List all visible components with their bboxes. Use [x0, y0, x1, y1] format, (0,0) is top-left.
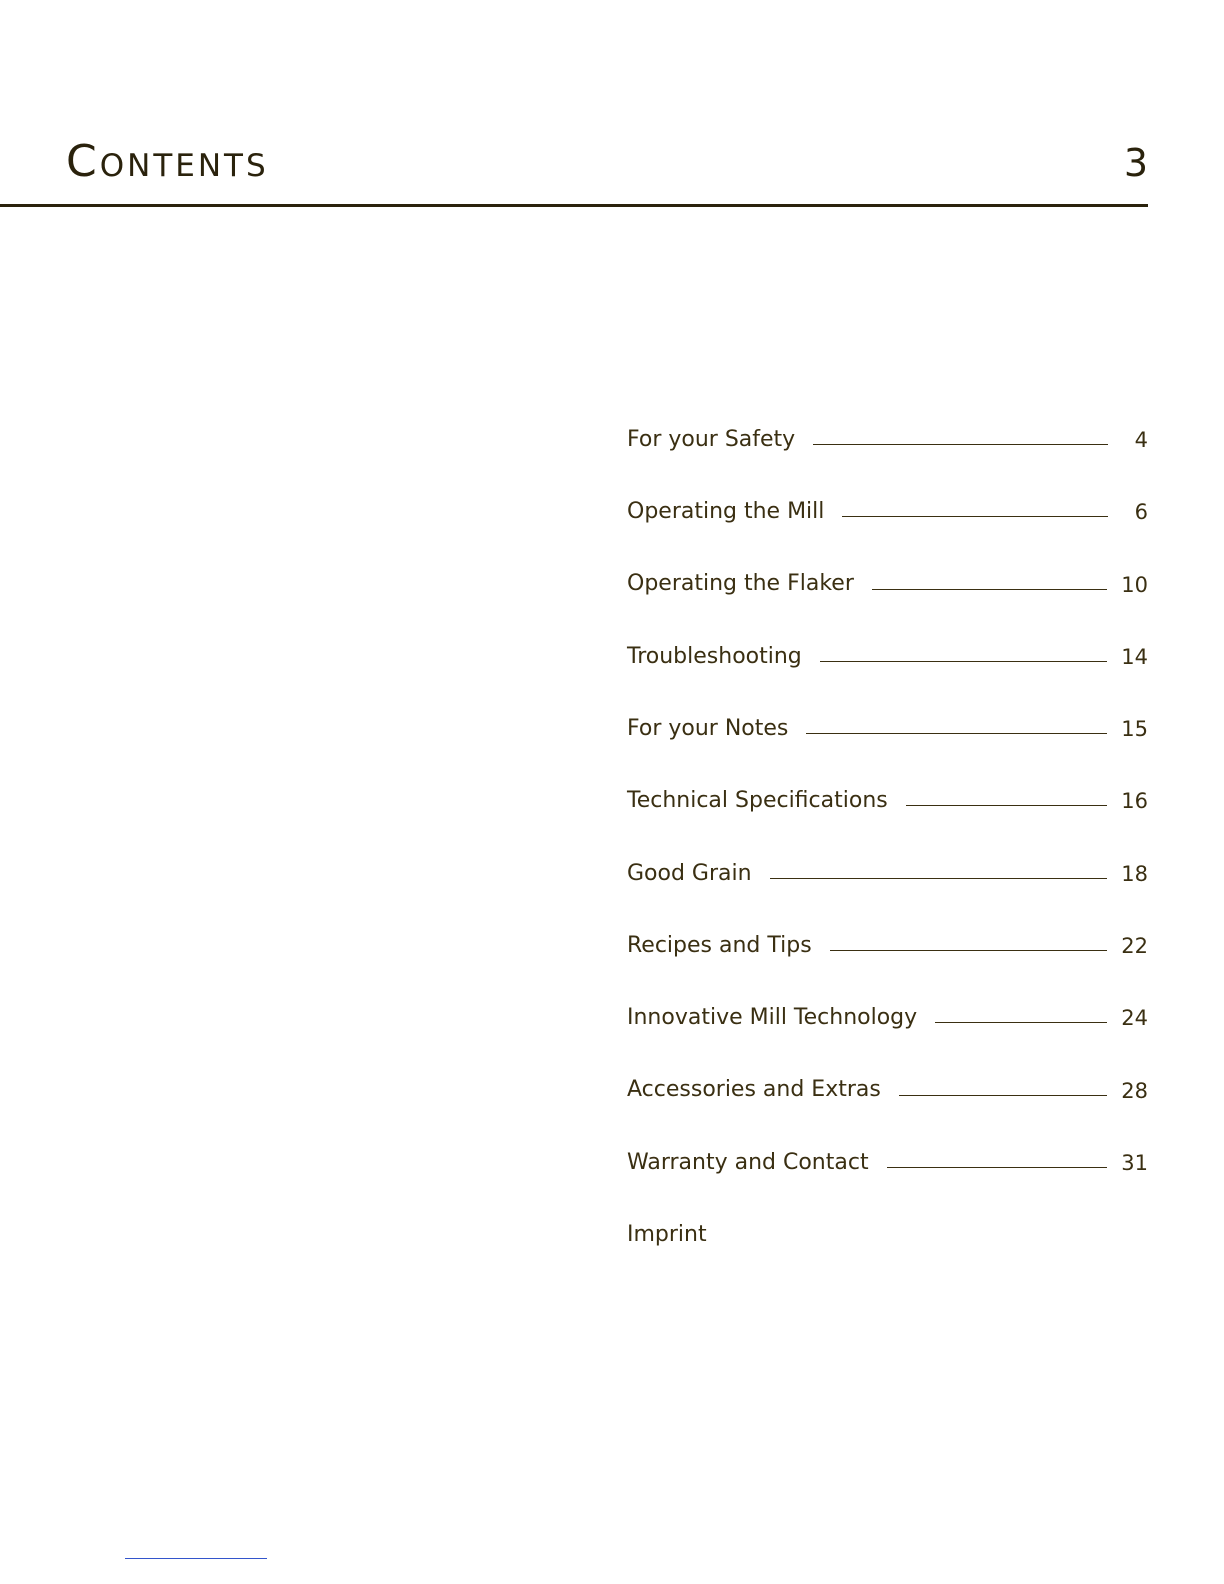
toc-entry-innovative-mill-technology[interactable] [627, 958, 1148, 1030]
toc-leader-line [899, 1095, 1107, 1096]
toc-entry-page: 15 [1121, 717, 1148, 742]
toc-leader-line [906, 805, 1108, 806]
toc-entry-page: 18 [1121, 861, 1148, 886]
toc-entry-imprint[interactable] [627, 1175, 1148, 1247]
toc-entry-label: Imprint [627, 1222, 707, 1248]
footer-link-underline [125, 1558, 267, 1559]
toc-entry-label: Technical Specifications [627, 788, 888, 814]
toc-entry-operating-mill[interactable] [627, 452, 1148, 524]
toc-entry-label: For your Notes [627, 716, 789, 741]
toc-leader-line [806, 733, 1107, 734]
toc-entry-label: For your Safety [627, 426, 796, 452]
toc-entry-operating-flaker[interactable] [627, 524, 1148, 596]
toc-entry-label: Good Grain [627, 860, 752, 886]
page-number: 3 [1123, 141, 1148, 185]
toc-leader-line [830, 950, 1108, 951]
toc-entry-label: Operating the Mill [627, 499, 825, 525]
toc-leader-line [770, 878, 1108, 879]
toc-entry-accessories-extras[interactable] [627, 1030, 1148, 1102]
toc-entry-page: 31 [1121, 1150, 1148, 1175]
toc-entry-label: Operating the Flaker [627, 571, 854, 597]
toc-entry-page: 4 [1134, 427, 1148, 452]
page-title: Contents [66, 136, 269, 187]
toc-entry-label: Warranty and Contact [627, 1149, 869, 1175]
toc-entry-page: 14 [1121, 644, 1148, 669]
toc-entry-label: Innovative Mill Technology [627, 1005, 918, 1031]
toc-entry-good-grain[interactable] [627, 813, 1148, 885]
table-of-contents [627, 398, 1148, 1247]
toc-entry-label: Troubleshooting [627, 643, 802, 669]
toc-leader-line [813, 444, 1108, 445]
toc-leader-line [872, 589, 1107, 590]
toc-entry-page: 28 [1121, 1078, 1148, 1103]
toc-leader-line [820, 661, 1108, 662]
toc-entry-page: 24 [1121, 1006, 1148, 1031]
toc-entry-safety[interactable] [627, 398, 1148, 452]
toc-entry-page: 16 [1121, 789, 1148, 814]
toc-entry-page: 10 [1121, 572, 1148, 597]
toc-entry-label: Recipes and Tips [627, 932, 812, 958]
toc-leader-line [842, 516, 1108, 517]
toc-entry-recipes-tips[interactable] [627, 886, 1148, 958]
page-header [0, 0, 1148, 207]
toc-entry-warranty-contact[interactable] [627, 1103, 1148, 1175]
toc-leader-line [887, 1167, 1108, 1168]
toc-leader-line [935, 1022, 1107, 1023]
toc-entry-notes[interactable] [627, 669, 1148, 741]
toc-entry-label: Accessories and Extras [627, 1077, 881, 1103]
toc-entry-page: 6 [1134, 500, 1148, 525]
toc-entry-page: 22 [1121, 933, 1148, 958]
toc-entry-technical-specifications[interactable] [627, 741, 1148, 813]
toc-entry-troubleshooting[interactable] [627, 597, 1148, 669]
